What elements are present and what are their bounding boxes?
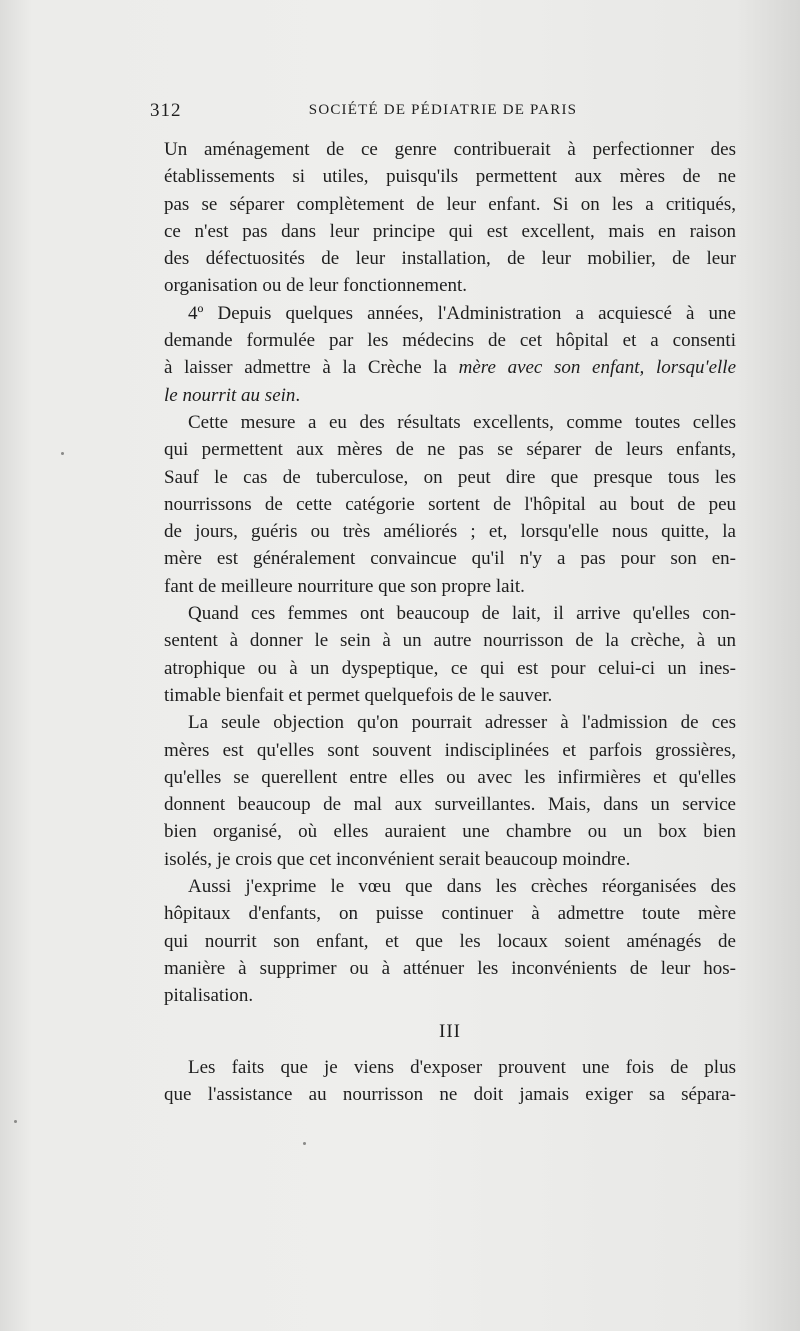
text-line: atrophique ou à un dyspeptique, ce qui est pour celui-ci un ines- (164, 657, 736, 679)
text-line: Sauf le cas de tuberculose, on peut dire que presque tous les (164, 466, 736, 488)
text-line: de jours, guéris ou très améliorés ; et, lorsqu'elle nous quitte, la (164, 521, 736, 543)
paper-speck (61, 452, 64, 455)
text-line: hôpitaux d'enfants, on puisse continuer à admettre toute mère (164, 903, 736, 925)
paper-speck (303, 1142, 306, 1145)
text-line: manière à supprimer ou à atténuer les inconvénients de leur hos- (164, 957, 736, 979)
text-line (164, 382, 736, 409)
paragraph (164, 1054, 736, 1109)
text-line: établissements si utiles, puisqu'ils permettent aux mères de ne (164, 166, 736, 188)
text-line (164, 354, 736, 381)
paragraph (164, 709, 736, 873)
paper-speck (14, 1120, 17, 1123)
paragraph (164, 600, 736, 709)
text-line: Cette mesure a eu des résultats excellents, comme toutes celles (188, 411, 736, 433)
text-line: qui nourrit son enfant, et que les locaux soient aménagés de (164, 930, 736, 952)
body-text (164, 136, 736, 1108)
text-line: demande formulée par les médecins de cet hôpital et a consenti (164, 330, 736, 352)
text-line: Quand ces femmes ont beaucoup de lait, il arrive qu'elles con- (188, 603, 736, 625)
text-line: mères est qu'elles sont souvent indisciplinées et parfois grossières, (164, 739, 736, 761)
text-line: pas se séparer complètement de leur enfant. Si on les a critiqués, (164, 193, 736, 215)
page-number: 312 (150, 100, 182, 121)
text-line: ce n'est pas dans leur principe qui est excellent, mais en raison (164, 220, 736, 242)
section-heading: III (439, 1020, 461, 1042)
paragraph (164, 409, 736, 600)
text-line: timable bienfait et permet quelquefois de le sauver. (164, 684, 553, 706)
text-line: qu'elles se querellent entre elles ou avec les infirmières et qu'elles (164, 766, 736, 788)
text-line: bien organisé, où elles auraient une chambre ou un box bien (164, 821, 736, 843)
text-line: organisation ou de leur fonctionnement. (164, 275, 468, 297)
text-line: pitalisation. (164, 985, 254, 1007)
text-line: sentent à donner le sein à un autre nourrisson de la crèche, à un (164, 630, 736, 652)
text-line: qui permettent aux mères de ne pas se séparer de leurs enfants, (164, 439, 736, 461)
text-run: à laisser admettre à la Crèche la (164, 357, 459, 379)
paragraph (164, 136, 736, 300)
page-header (150, 100, 736, 128)
italic-text-run: le nourrit au sein (164, 384, 296, 406)
text-line: nourrissons de cette catégorie sortent de l'hôpital au bout de peu (164, 493, 736, 515)
paragraph (164, 873, 736, 1009)
text-line: mère est généralement convaincue qu'il n'y a pas pour son en- (164, 548, 736, 570)
text-line: Un aménagement de ce genre contribuerait à perfectionner des (164, 139, 736, 160)
text-line: isolés, je crois que cet inconvénient serait beaucoup moindre. (164, 848, 631, 870)
text-line: Les faits que je viens d'exposer prouvent une fois de plus (188, 1056, 736, 1078)
text-line: Aussi j'exprime le vœu que dans les crèches réorganisées des (188, 876, 736, 898)
italic-text-run: mère avec son enfant, lorsqu'elle (458, 357, 737, 379)
paragraph (164, 300, 736, 409)
running-head: SOCIÉTÉ DE PÉDIATRIE DE PARIS (308, 102, 578, 118)
text-run: . (295, 384, 301, 406)
text-line: des défectuosités de leur installation, de leur mobilier, de leur (164, 248, 736, 270)
text-line: 4º Depuis quelques années, l'Administration a acquiescé à une (188, 302, 736, 324)
text-line: fant de meilleure nourriture que son propre lait. (164, 575, 525, 597)
text-line: que l'assistance au nourrisson ne doit jamais exiger sa sépara- (164, 1083, 736, 1105)
text-line: La seule objection qu'on pourrait adresser à l'admission de ces (188, 712, 736, 734)
text-line: donnent beaucoup de mal aux surveillantes. Mais, dans un service (164, 794, 736, 816)
